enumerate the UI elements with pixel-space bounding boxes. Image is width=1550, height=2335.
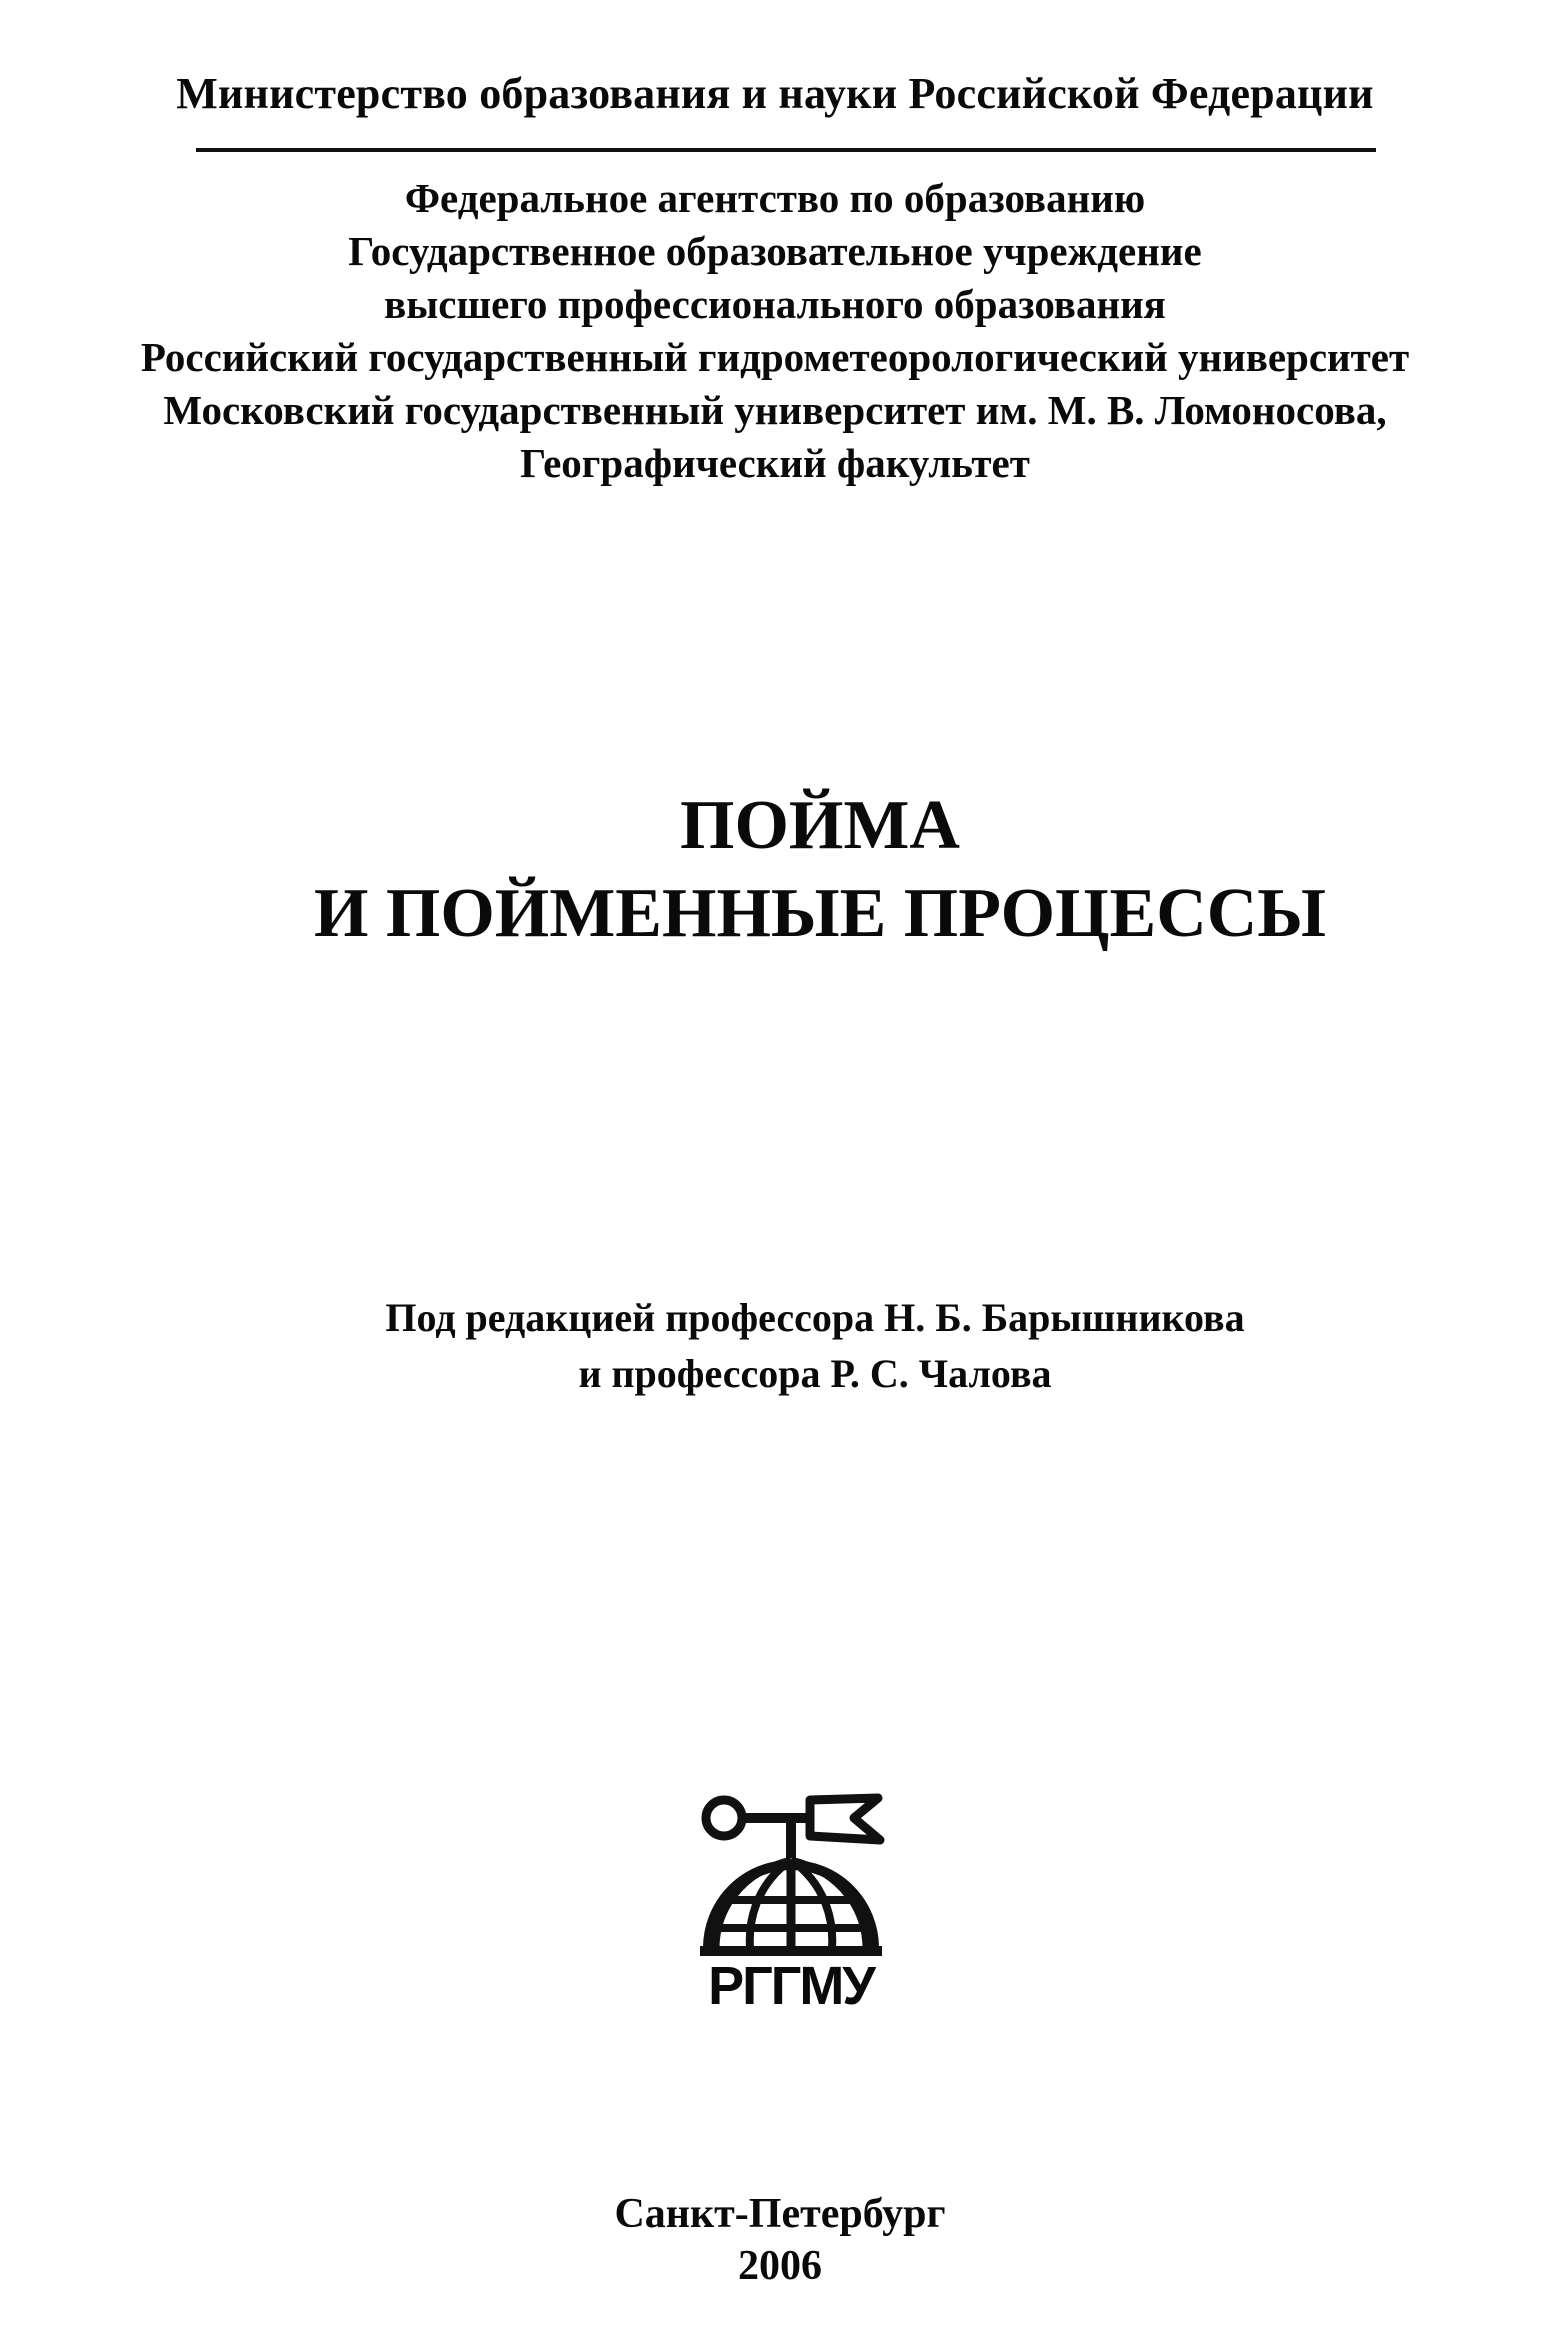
organization-line: Географический факультет xyxy=(520,440,1030,486)
book-title xyxy=(300,782,1340,958)
logo-text: РГГМУ xyxy=(708,1956,874,2016)
book-title-line-1: ПОЙМА xyxy=(680,787,960,864)
rgmu-globe-weathervane-icon xyxy=(686,1788,896,1963)
organization-line: высшего профессионального образования xyxy=(384,281,1166,327)
organization-line: Московский государственный университет им. М. В. Ломоносова, xyxy=(163,387,1387,433)
organization-line: Государственное образовательное учреждение xyxy=(348,228,1202,274)
book-title-line-2: И ПОЙМЕННЫЕ ПРОЦЕССЫ xyxy=(313,875,1327,952)
imprint-city: Санкт-Петербург xyxy=(614,2191,946,2237)
organization-line: Федеральное агентство по образованию xyxy=(404,175,1146,221)
editors-line-2: и профессора Р. С. Чалова xyxy=(578,1351,1052,1396)
editors-block xyxy=(350,1290,1280,1402)
university-logo xyxy=(686,1788,896,2024)
header-divider xyxy=(196,148,1376,152)
ministry-heading: Министерство образования и науки Российской Федерации xyxy=(176,69,1374,118)
organization-line: Российский государственный гидрометеорологический университет xyxy=(140,334,1410,380)
imprint-block xyxy=(500,2188,1060,2292)
organizations-block xyxy=(0,172,1550,490)
editors-line-1: Под редакцией профессора Н. Б. Барышникова xyxy=(385,1295,1245,1340)
imprint-year: 2006 xyxy=(738,2243,822,2289)
